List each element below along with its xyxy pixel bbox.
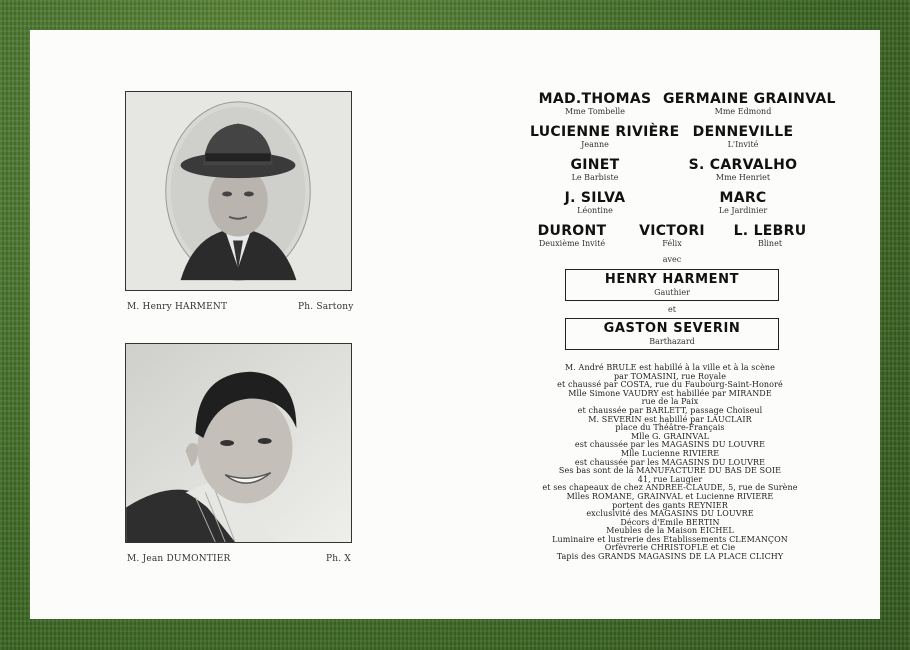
credit-line: rue de la Paix	[641, 397, 699, 407]
cast-role: L'Invité	[727, 140, 759, 149]
credit-line: Mlle Simone VAUDRY est habillée par MIRANDE	[568, 388, 772, 398]
cast-name: J. SILVA	[564, 190, 626, 206]
cast-entry	[530, 92, 660, 116]
credit-line: M. SEVERIN est habillé par LAUCLAIR	[588, 414, 752, 424]
lead-name: HENRY HARMENT	[604, 272, 740, 287]
cast-role: Mme Henriet	[715, 173, 771, 182]
photo-caption-credit: Ph. Sartony	[298, 302, 354, 312]
cast-entry	[663, 91, 836, 116]
cast-role: Félix	[662, 239, 682, 248]
cast-entry	[678, 158, 808, 182]
lead-role: Gauthier	[654, 288, 690, 297]
portrait-henry-harment	[125, 91, 352, 291]
credit-line: Luminaire et lustrerie des Etablissements CLEMANÇON	[552, 534, 788, 544]
credit-line: par TOMASINI, rue Royale	[613, 371, 727, 381]
cast-role: Le Barbiste	[571, 173, 619, 182]
photo-caption-name: M. Jean DUMONTIER	[127, 554, 231, 564]
cast-role: Blinet	[757, 239, 783, 248]
avec-label: avec	[662, 255, 682, 264]
cast-role: Deuxième Invité	[538, 239, 606, 248]
credit-line: M. André BRULE est habillé à la ville et à la scène	[564, 363, 775, 372]
credit-line: et chaussé par COSTA, rue du Faubourg-Saint-Honoré	[557, 380, 783, 390]
portrait-jean-dumontier	[125, 343, 352, 543]
cast-entry	[678, 125, 808, 149]
credit-line: Ses bas sont de la MANUFACTURE DU BAS DE SOIE	[558, 466, 782, 476]
cast-name: VICTORI	[639, 223, 705, 239]
lead-box	[565, 318, 779, 350]
cast-role: Mme Edmond	[714, 107, 772, 116]
program-page	[30, 30, 880, 619]
credit-line: Mlles ROMANE, GRAINVAL et Lucienne RIVIERE	[566, 491, 774, 501]
cast-role: Mme Tombelle	[565, 107, 625, 116]
cast-entry	[678, 191, 808, 215]
cast-entry	[710, 224, 830, 248]
lead-role: Barthazard	[649, 337, 695, 346]
cast-entry	[530, 191, 660, 215]
portrait-image	[126, 92, 351, 290]
credit-line: Meubles de la Maison EICHEL	[606, 526, 734, 536]
cast-name: GINET	[570, 157, 620, 173]
credit-line: est chaussée par les MAGASINS DU LOUVRE	[574, 457, 766, 467]
cast-name: S. CARVALHO	[688, 157, 798, 173]
cast-name: GERMAINE GRAINVAL	[663, 91, 836, 107]
cast-entry	[530, 158, 660, 182]
cast-role: Jeanne	[581, 140, 609, 149]
et-label: et	[668, 305, 676, 314]
credit-line: Décors d'Emile BERTIN	[620, 517, 720, 527]
lead-box	[565, 269, 779, 301]
cast-name: MARC	[719, 190, 767, 206]
credit-line: est chaussée par les MAGASINS DU LOUVRE	[574, 440, 766, 450]
credit-line: Orfèvrerie CHRISTOFLE et Cie	[604, 543, 736, 553]
cast-name: L. LEBRU	[733, 223, 807, 239]
cast-name: MAD.THOMAS	[538, 91, 652, 107]
credit-line: portent des gants REYNIER	[612, 500, 728, 510]
credit-line: et ses chapeaux de chez ANDREE-CLAUDE, 5, rue de Surène	[542, 483, 798, 493]
credit-line: Tapis des GRANDS MAGASINS DE LA PLACE CLICHY	[556, 552, 784, 562]
portrait-image	[126, 344, 351, 542]
cast-name: DENNEVILLE	[692, 124, 794, 140]
credits-block	[520, 364, 820, 562]
cast-role: Léontine	[577, 206, 613, 215]
lead-name: GASTON SEVERIN	[603, 321, 741, 336]
cast-name: LUCIENNE RIVIÈRE	[530, 124, 680, 140]
credit-line: exclusivité des MAGASINS DU LOUVRE	[586, 509, 754, 519]
cast-entry	[530, 124, 680, 149]
credit-line: Mlle Lucienne RIVIERE	[620, 448, 720, 458]
photo-caption-name: M. Henry HARMENT	[127, 302, 228, 312]
credit-line: Mlle G. GRAINVAL	[630, 431, 710, 441]
cast-name: DURONT	[537, 223, 607, 239]
photo-caption-credit: Ph. X	[326, 554, 351, 564]
credit-line: 41, rue Laugier	[637, 474, 703, 484]
credit-line: place du Théâtre-Français	[615, 423, 725, 433]
cast-role: Le Jardinier	[718, 206, 768, 215]
credit-line: et chaussée par BARLETT, passage Choiseul	[577, 405, 763, 415]
